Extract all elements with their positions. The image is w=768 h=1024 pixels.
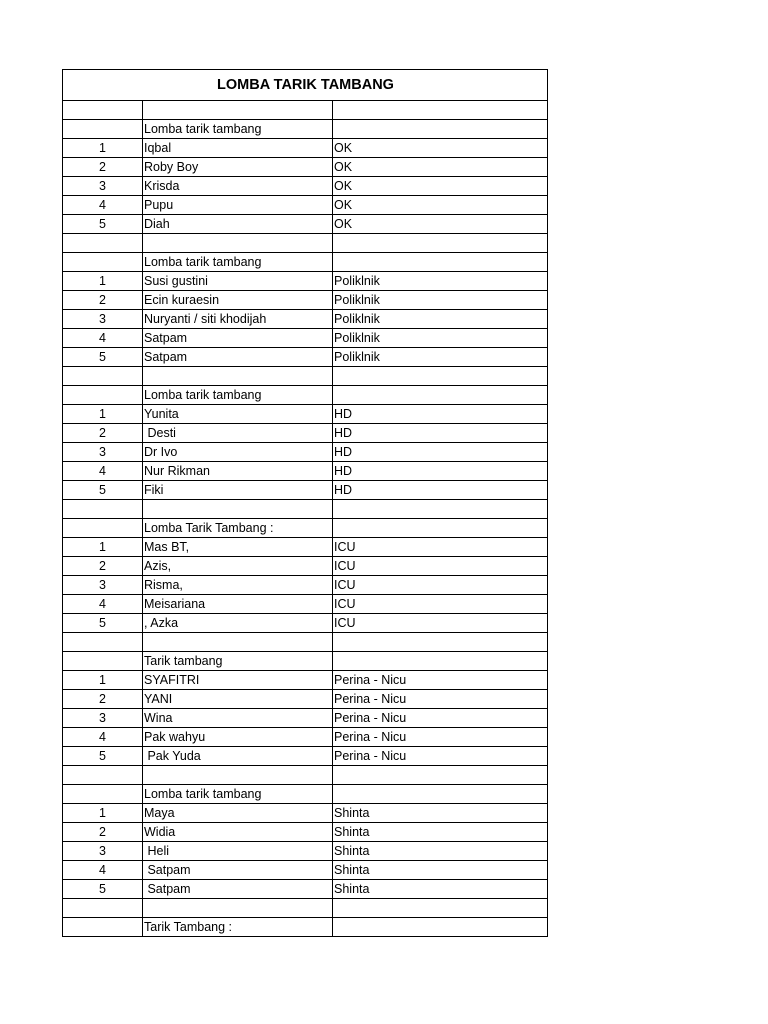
row-number: 3 — [63, 842, 143, 861]
table-row — [63, 557, 548, 576]
empty-cell — [143, 101, 333, 120]
participant-unit: Poliklnik — [333, 310, 548, 329]
title-row — [63, 70, 548, 101]
group-heading: Lomba tarik tambang — [143, 253, 333, 272]
participant-name: Maya — [143, 804, 333, 823]
row-number: 3 — [63, 709, 143, 728]
row-number: 5 — [63, 481, 143, 500]
spreadsheet-table — [62, 69, 548, 937]
participant-unit: Shinta — [333, 861, 548, 880]
table-row — [63, 728, 548, 747]
row-number: 4 — [63, 861, 143, 880]
empty-cell — [333, 101, 548, 120]
row-number: 3 — [63, 443, 143, 462]
participant-name: Fiki — [143, 481, 333, 500]
participant-unit: Perina - Nicu — [333, 709, 548, 728]
participant-name: Desti — [143, 424, 333, 443]
participant-name: Azis, — [143, 557, 333, 576]
participant-name: Heli — [143, 842, 333, 861]
row-number: 4 — [63, 728, 143, 747]
empty-cell — [63, 918, 143, 937]
empty-cell — [143, 367, 333, 386]
row-number: 1 — [63, 671, 143, 690]
participant-unit: Shinta — [333, 842, 548, 861]
row-number: 4 — [63, 196, 143, 215]
spreadsheet-body — [63, 70, 548, 937]
empty-cell — [333, 253, 548, 272]
group-heading: Tarik Tambang : — [143, 918, 333, 937]
row-number: 3 — [63, 310, 143, 329]
participant-name: Widia — [143, 823, 333, 842]
empty-cell — [63, 386, 143, 405]
participant-unit: Poliklnik — [333, 272, 548, 291]
table-row — [63, 671, 548, 690]
participant-name: SYAFITRI — [143, 671, 333, 690]
participant-unit: Poliklnik — [333, 348, 548, 367]
empty-cell — [143, 500, 333, 519]
row-number: 5 — [63, 348, 143, 367]
table-row — [63, 158, 548, 177]
table-row — [63, 747, 548, 766]
table-row — [63, 595, 548, 614]
participant-name: Meisariana — [143, 595, 333, 614]
participant-unit: ICU — [333, 557, 548, 576]
participant-unit: OK — [333, 158, 548, 177]
participant-unit: Poliklnik — [333, 291, 548, 310]
participant-name: Satpam — [143, 861, 333, 880]
participant-unit: ICU — [333, 614, 548, 633]
empty-cell — [63, 519, 143, 538]
participant-unit: ICU — [333, 538, 548, 557]
group-heading-row — [63, 918, 548, 937]
row-number: 3 — [63, 177, 143, 196]
empty-cell — [63, 500, 143, 519]
participant-name: Susi gustini — [143, 272, 333, 291]
row-number: 5 — [63, 215, 143, 234]
empty-cell — [333, 519, 548, 538]
table-row — [63, 196, 548, 215]
row-number: 1 — [63, 139, 143, 158]
row-number: 1 — [63, 405, 143, 424]
group-heading: Lomba tarik tambang — [143, 120, 333, 139]
participant-name: Satpam — [143, 329, 333, 348]
empty-cell — [333, 386, 548, 405]
participant-name: Mas BT, — [143, 538, 333, 557]
group-heading-row — [63, 652, 548, 671]
blank-row — [63, 766, 548, 785]
empty-cell — [143, 766, 333, 785]
participant-unit: OK — [333, 177, 548, 196]
row-number: 1 — [63, 804, 143, 823]
participant-name: Krisda — [143, 177, 333, 196]
group-heading-row — [63, 386, 548, 405]
row-number: 4 — [63, 329, 143, 348]
empty-cell — [333, 899, 548, 918]
empty-cell — [63, 234, 143, 253]
table-row — [63, 709, 548, 728]
participant-unit: HD — [333, 405, 548, 424]
empty-cell — [333, 367, 548, 386]
blank-row — [63, 500, 548, 519]
participant-unit: Poliklnik — [333, 329, 548, 348]
table-row — [63, 291, 548, 310]
participant-name: Risma, — [143, 576, 333, 595]
empty-cell — [63, 766, 143, 785]
table-row — [63, 462, 548, 481]
group-heading-row — [63, 120, 548, 139]
table-row — [63, 481, 548, 500]
table-row — [63, 804, 548, 823]
empty-cell — [143, 899, 333, 918]
row-number: 5 — [63, 880, 143, 899]
row-number: 3 — [63, 576, 143, 595]
participant-unit: Shinta — [333, 880, 548, 899]
table-row — [63, 329, 548, 348]
group-heading: Lomba Tarik Tambang : — [143, 519, 333, 538]
participant-name: Pupu — [143, 196, 333, 215]
participant-unit: Perina - Nicu — [333, 671, 548, 690]
participant-name: Yunita — [143, 405, 333, 424]
group-heading: Tarik tambang — [143, 652, 333, 671]
blank-row — [63, 633, 548, 652]
table-row — [63, 310, 548, 329]
table-row — [63, 690, 548, 709]
participant-name: YANI — [143, 690, 333, 709]
blank-row — [63, 367, 548, 386]
participant-name: Pak Yuda — [143, 747, 333, 766]
participant-unit: HD — [333, 481, 548, 500]
row-number: 5 — [63, 747, 143, 766]
page-title: LOMBA TARIK TAMBANG — [63, 70, 548, 101]
participant-unit: Shinta — [333, 804, 548, 823]
empty-cell — [143, 234, 333, 253]
empty-cell — [143, 633, 333, 652]
empty-cell — [63, 120, 143, 139]
group-heading-row — [63, 253, 548, 272]
table-row — [63, 177, 548, 196]
row-number: 2 — [63, 158, 143, 177]
group-heading: Lomba tarik tambang — [143, 785, 333, 804]
row-number: 1 — [63, 538, 143, 557]
empty-cell — [333, 652, 548, 671]
participant-name: Satpam — [143, 348, 333, 367]
empty-cell — [63, 101, 143, 120]
empty-cell — [333, 785, 548, 804]
table-row — [63, 538, 548, 557]
table-row — [63, 272, 548, 291]
participant-unit: OK — [333, 196, 548, 215]
group-heading-row — [63, 785, 548, 804]
participant-unit: OK — [333, 139, 548, 158]
participant-unit: HD — [333, 462, 548, 481]
empty-cell — [333, 234, 548, 253]
empty-cell — [333, 120, 548, 139]
table-row — [63, 842, 548, 861]
participant-unit: Perina - Nicu — [333, 690, 548, 709]
table-row — [63, 576, 548, 595]
participant-unit: Shinta — [333, 823, 548, 842]
participant-unit: Perina - Nicu — [333, 747, 548, 766]
participant-name: Pak wahyu — [143, 728, 333, 747]
row-number: 2 — [63, 823, 143, 842]
table-row — [63, 348, 548, 367]
participant-unit: Perina - Nicu — [333, 728, 548, 747]
empty-cell — [333, 918, 548, 937]
participant-name: Iqbal — [143, 139, 333, 158]
empty-cell — [63, 652, 143, 671]
empty-cell — [63, 785, 143, 804]
row-number: 2 — [63, 291, 143, 310]
table-row — [63, 443, 548, 462]
empty-cell — [63, 899, 143, 918]
participant-unit: ICU — [333, 595, 548, 614]
participant-name: Nuryanti / siti khodijah — [143, 310, 333, 329]
empty-cell — [63, 633, 143, 652]
participant-unit: HD — [333, 443, 548, 462]
row-number: 4 — [63, 595, 143, 614]
blank-row — [63, 234, 548, 253]
table-row — [63, 215, 548, 234]
table-row — [63, 614, 548, 633]
empty-cell — [333, 633, 548, 652]
participant-name: Nur Rikman — [143, 462, 333, 481]
participant-unit: HD — [333, 424, 548, 443]
participant-name: Wina — [143, 709, 333, 728]
row-number: 1 — [63, 272, 143, 291]
table-row — [63, 823, 548, 842]
table-row — [63, 880, 548, 899]
participant-name: Roby Boy — [143, 158, 333, 177]
row-number: 2 — [63, 424, 143, 443]
table-row — [63, 405, 548, 424]
empty-cell — [63, 253, 143, 272]
participant-name: Satpam — [143, 880, 333, 899]
empty-cell — [333, 500, 548, 519]
empty-cell — [333, 766, 548, 785]
blank-row — [63, 899, 548, 918]
group-heading-row — [63, 519, 548, 538]
participant-unit: ICU — [333, 576, 548, 595]
participant-name: Diah — [143, 215, 333, 234]
table-row — [63, 139, 548, 158]
row-number: 2 — [63, 557, 143, 576]
participant-name: Dr Ivo — [143, 443, 333, 462]
participant-unit: OK — [333, 215, 548, 234]
row-number: 2 — [63, 690, 143, 709]
blank-row — [63, 101, 548, 120]
table-row — [63, 424, 548, 443]
empty-cell — [63, 367, 143, 386]
group-heading: Lomba tarik tambang — [143, 386, 333, 405]
row-number: 5 — [63, 614, 143, 633]
table-row — [63, 861, 548, 880]
participant-name: Ecin kuraesin — [143, 291, 333, 310]
participant-name: , Azka — [143, 614, 333, 633]
row-number: 4 — [63, 462, 143, 481]
